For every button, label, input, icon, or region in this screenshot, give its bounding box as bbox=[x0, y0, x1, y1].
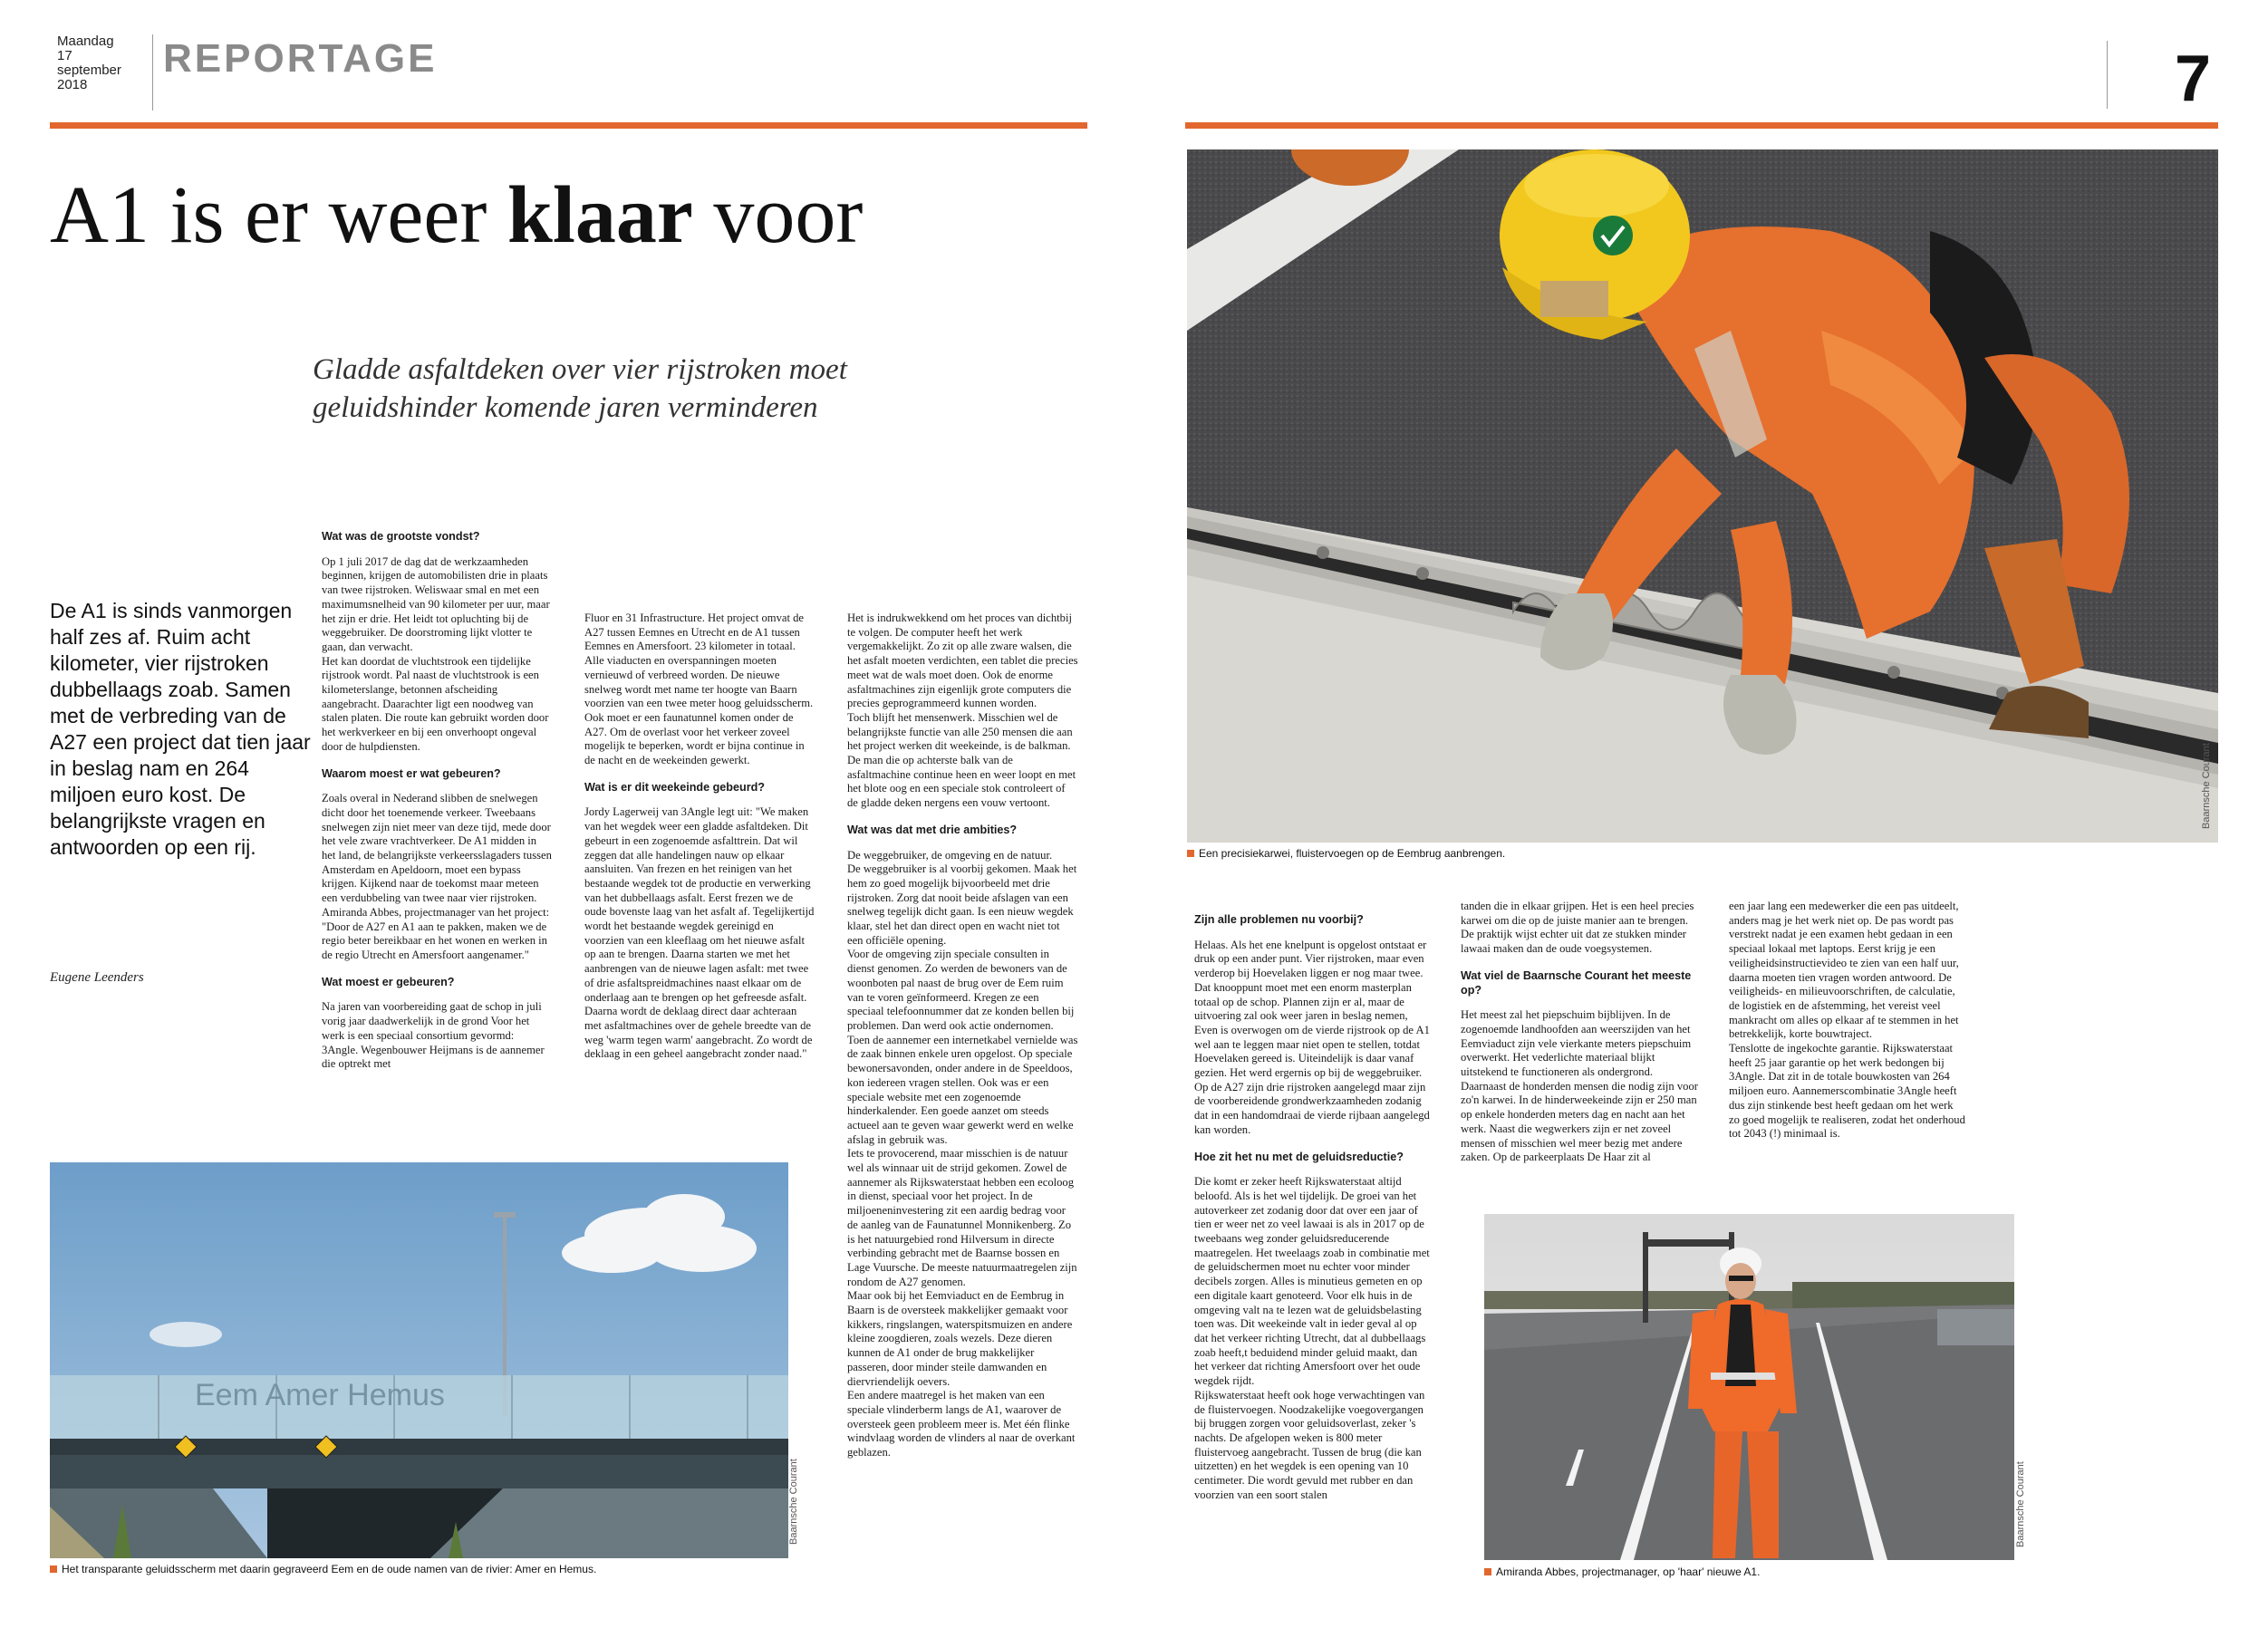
paragraph: Rijkswaterstaat heeft ook hoge verwachtingen van de fluistervoegen. Noodzakelijke voegovergangen bij bruggen zorgen voor geluidsoverlast, zeker 's nachts. De afgelopen weken is 800 meter fluistervoeg aangebracht. Tussen de brug (die kan uitzetten) en het wegdek is een opening van 10 centimeter. Die wordt gevuld met rubber en dan voorzien van een soort stalen bbox=[1194, 1388, 1425, 1501]
paragraph: Voor de omgeving zijn speciale consulten in dienst genomen. Zo werden de bewoners van de woonboten pal naast de brug over de Eem ruim van te voren geïnformeerd. Kregen ze een speciaal telefoonnummer dat ze konden bellen bij problemen. Dan werd ook actie ondernomen. Toen de aannemer een internetkabel vernielde was de zaak binnen enkele uren opgelost. Op speciale bewonersavonden, onder andere in de Speeldoos, kon iedereen vragen stellen. Ook was er een speciale website met een zogenoemde hinderkalender. Een goede aanzet om steeds actueel aan te geven waar gewerkt werd en welke afslag in gebruik was. bbox=[847, 948, 1078, 1146]
byline: Eugene Leenders bbox=[50, 970, 144, 985]
orange-rule-right bbox=[1185, 122, 2218, 129]
paragraph: De weggebruiker, de omgeving en de natuur. bbox=[847, 848, 1053, 862]
question-heading: Wat moest er gebeuren? bbox=[322, 975, 455, 988]
photo-credit-screen: Baarnsche Courant bbox=[788, 1459, 799, 1545]
section-title: REPORTAGE bbox=[163, 36, 438, 81]
question-heading: Wat is er dit weekeinde gebeurd? bbox=[584, 780, 765, 794]
text-column-1 bbox=[322, 530, 553, 1155]
text-column-5 bbox=[1461, 900, 1698, 1199]
photo-credit-manager: Baarnsche Courant bbox=[2015, 1461, 2026, 1547]
noise-screen-illustration bbox=[50, 1162, 788, 1558]
photo-projectmanager bbox=[1484, 1214, 2014, 1560]
issue-date: Maandag 17 september 2018 bbox=[57, 34, 121, 92]
paragraph: Tenslotte de ingekochte garantie. Rijkswaterstaat heeft 25 jaar garantie op het werk bedongen bij 3Angle. Dat zit in de totale bouwkosten van 264 miljoen euro. Aannemerscombinatie 3Angle heeft dus zijn stinkende best heeft gedaan om het werk zo goed mogelijk te realiseren, zodat het onderhoud tot 2043 (!) minimaal is. bbox=[1729, 1042, 1965, 1141]
paragraph: De weggebruiker is al voorbij gekomen. Maak het hem zo goed mogelijk bijvoorbeeld met drie rijstroken. Zorg dat nooit beide afslagen van een snelweg tegelijk dicht gaan. Is een nieuw wegdek klaar, stel het dan direct open en wacht niet tot een officiële opening. bbox=[847, 862, 1077, 947]
paragraph: Het is indrukwekkend om het proces van dichtbij te volgen. De computer heeft het werk vergemakkelijkt. Zo zit op alle zware walsen, die het asfalt moeten verdichten, een tablet die precies meet wat de wals moet doen. Ook de enorme asfaltmachines zijn eigenlijk grote computers die precies geprogrammeerd kunnen worden. bbox=[847, 612, 1078, 710]
masthead-divider bbox=[152, 34, 153, 111]
caption-bullet-icon bbox=[1187, 850, 1194, 857]
paragraph: Maar ook bij het Eemviaduct en de Eembrug in Baarn is de oversteek makkelijker gemaakt voor kikkers, ringslangen, waterspitsmuizen en andere kleine zoogdieren, zoals wezels. Deze dieren kunnen de A1 onder de brug makkelijker passeren, door minder steile damwanden en diervriendelijk oevers. bbox=[847, 1289, 1073, 1388]
photo-caption-screen: Het transparante geluidsscherm met daarin gegraveerd Eem en de oude namen van de rivier: Amer en Hemus. bbox=[50, 1563, 596, 1575]
question-heading: Wat viel de Baarnsche Courant het meeste op? bbox=[1461, 968, 1692, 997]
caption-bullet-icon bbox=[1484, 1568, 1491, 1575]
paragraph: Iets te provocerend, maar misschien is de natuur wel als winnaar uit de strijd gekomen. Zowel de aannemer als Rijkswaterstaat hebben een ecoloog in dienst, speciaal voor het project. In de miljoeneninvestering zit een aardig bedrag voor de aanleg van de Faunatunnel Monnikenberg. Zo is het natuurgebied rond Hilversum in directe verbinding gebracht met de Baarnse bossen en Lage Vuursche. De meeste natuurmaatregelen zijn rondom de A27 genomen. bbox=[847, 1147, 1077, 1288]
photo-caption-main: Een precisiekarwei, fluistervoegen op de Eembrug aanbrengen. bbox=[1187, 847, 1505, 860]
paragraph: Het kan doordat de vluchtstrook een tijdelijke rijstrook wordt. Pal naast de vluchtstrook is een kilometerslange, betonnen afscheiding aangebracht. Daarachter ligt een noodweg van stalen platen. Die route kan gebruikt worden door het werkverkeer en bij een onverhoopt ongeval door de hulpdiensten. bbox=[322, 654, 549, 753]
project-manager-illustration bbox=[1484, 1214, 2014, 1560]
paragraph: Die komt er zeker heeft Rijkswaterstaat altijd beloofd. Als is het wel tijdelijk. De groei van het autoverkeer zet zodanig door dat over een jaar of tien er weer net zo veel lawaai is als in 2017 op de tweebaans weg zonder geluidsreducerende maatregelen. Het tweelaags zoab in combinatie met de geluidschermen moet nu echter voor minder decibels zorgen. Alles is minutieus gemeten en op een digitale kaart genoteerd. Voor elk huis in de omgeving valt na te lezen wat de geluidsbelasting toen was. Dit weekeinde valt in ieder geval al op dat het verkeer richting Utrecht, dat al dubbellaags zoab heeft,t beduidend minder geluid maakt, dan het verkeer dat richting Amersfoort over het oude wegdek rijdt. bbox=[1194, 1175, 1430, 1388]
text-column-4 bbox=[1194, 913, 1430, 1588]
question-heading: Wat was de grootste vondst? bbox=[322, 530, 480, 543]
paragraph: Het meest zal het piepschuim bijblijven. In de zogenoemde landhoofden aan weerszijden van het Eemviaduct zijn vele vierkante meters piepschuim overwerkt. Het vederlichte materiaal blijkt uitstekend te functioneren als ondergrond. Daarnaast de honderden mensen die nodig zijn voor zo'n karwei. In de hinderweekeinde zijn er 250 man op enkele honderden meters dag en nacht aan het werk. Naast die wegwerkers zijn er net zoveel mensen of misschien wel meer bezig met andere zaken. Op de parkeerplaats De Haar zit al bbox=[1461, 1008, 1698, 1164]
text-column-3 bbox=[847, 612, 1078, 1585]
intro-paragraph: De A1 is sinds vanmorgen half zes af. Ruim acht kilometer, vier rijstroken dubbellaags zoab. Samen met de verbreding van de A27 een project dat tien jaar in beslag nam en 264 miljoen euro kost. De belangrijkste vragen en antwoorden op een rij. bbox=[50, 599, 311, 859]
orange-rule-left bbox=[50, 122, 1087, 129]
question-heading: Waarom moest er wat gebeuren? bbox=[322, 766, 501, 780]
photo-credit-main: Baarnsche Courant bbox=[2201, 743, 2212, 829]
page-number: 7 bbox=[2175, 43, 2212, 115]
photo-caption-manager: Amiranda Abbes, projectmanager, op 'haar' nieuwe A1. bbox=[1484, 1565, 1760, 1578]
paragraph: tanden die in elkaar grijpen. Het is een heel precies karwei om die op de juiste manier aan te brengen. De praktijk wijst echter uit dat ze stukken minder lawaai maken dan de oude voegsystemen. bbox=[1461, 900, 1694, 956]
paragraph: Zoals overal in Nederand slibben de snelwegen dicht door het toenemende verkeer. Tweebaans snelwegen zijn niet meer van deze tijd, mede door het vele zware vrachtverkeer. De A1 midden in het land, de belangrijkste verkeersslagaders tussen Amsterdam en Apeldoorn, moet een bypass krijgen. Kijkend naar de toekomst maar meteen een verdubbeling van twee naar vier rijstroken. Amiranda Abbes, projectmanager van het project: "Door de A27 en A1 aan te pakken, maken we de regio beter bereikbaar en het wonen en werken in de regio Utrecht en Amersfoort aangenamer." bbox=[322, 792, 552, 961]
paragraph: Toch blijft het mensenwerk. Misschien wel de belangrijkste functie van alle 250 mensen die aan het project werken dit weekeinde, is de balkman. De man die op achterste balk van de asfaltmachine continue heen en weer loopt en met het blote oog en een speciale stok controleert of de gladde deken nergens een vouw vertoont. bbox=[847, 710, 1076, 810]
paragraph: Op 1 juli 2017 de dag dat de werkzaamheden beginnen, krijgen de automobilisten drie in plaats van twee rijstroken. Weliswaar smal en met een maximumsnelheid van 90 kilometer per uur, maar het zijn er drie. Het leidt tot opluchting bij de weggebruiker. De doorstroming lijkt vlotter te gaan, dan verwacht. bbox=[322, 554, 550, 653]
paragraph: Een andere maatregel is het maken van een speciale vlinderberm langs de A1, waarover de oversteek geen probleem meer is. Met één flinke windvlaag worden de vlinders al naar de overkant geblazen. bbox=[847, 1389, 1076, 1459]
photo-geluidsscherm bbox=[50, 1162, 788, 1558]
text-column-6 bbox=[1729, 900, 1966, 1199]
paragraph: Helaas. Als het ene knelpunt is opgelost ontstaat er druk op een ander punt. Vier rijstroken, maar even verderop bij Hoevelaken liggen er nog maar twee. Dat knooppunt moet met een enorm masterplan totaal op de schop. Plannen zijn er al, maar de uitvoering zal ook weer jaren in beslag nemen, bbox=[1194, 938, 1427, 1023]
paragraph: Fluor en 31 Infrastructure. Het project omvat de A27 tussen Eemnes en Utrecht en de A1 tussen Eemnes en Amersfoort. 23 kilometer in totaal. Alle viaducten en overspanningen moeten vernieuwd of verbreed worden. De nieuwe snelweg wordt met name ter hoogte van Baarn voorzien van een twee meter hoog geluidsscherm. Ook moet er een faunatunnel komen onder de A27. Om de overlast voor het verkeer zoveel mogelijk te beperken, wordt er bijna continue in de nacht en de weekeinden gewerkt. bbox=[584, 612, 814, 767]
question-heading: Wat was dat met drie ambities? bbox=[847, 823, 1018, 836]
screen-engraving-text: Eem Amer Hemus bbox=[195, 1378, 445, 1412]
paragraph: Even is overwogen om de vierde rijstrook op de A1 wel aan te leggen maar niet open te stellen, totdat Hoevelaken gereed is. Uiteindelijk is daar vanaf gezien. Het werd ergernis op bij de weggebruiker. Op de A27 zijn drie rijstroken aangelegd maar zijn de voorbereidende grondwerkzaamheden zodanig dat in een handomdraai de vierde rijbaan aangelegd kan worden. bbox=[1194, 1023, 1430, 1136]
paragraph: een jaar lang een medewerker die een pas uitdeelt, anders mag je het werk niet op. De pas wordt pas verstrekt nadat je een examen hebt gedaan in een speciaal lokaal met laptops. Eerst krijg je een veiligheidsinstructievideo te zien van een half uur, daarna moeten tien vragen worden antwoord. De veiligheids- en milieuvoorschriften, de calculatie, de logistiek en de afstemming, het vereist veel mankracht om alles op elkaar af te stemmen in het betrekkelijk, korte bouwtraject. bbox=[1729, 900, 1959, 1041]
subheadline: Gladde asfaltdeken over vier rijstroken moet geluidshinder komende jaren verminderen bbox=[313, 353, 847, 424]
question-heading: Zijn alle problemen nu voorbij? bbox=[1194, 913, 1364, 926]
worker-photo-illustration bbox=[1187, 149, 2218, 843]
paragraph: Na jaren van voorbereiding gaat de schop in juli vorig jaar daadwerkelijk in de grond Voor het werk is een speciaal consortium gevormd: 3Angle. Wegenbouwer Heijmans is de aannemer die optrekt met bbox=[322, 1000, 545, 1071]
text-column-2 bbox=[584, 612, 816, 1155]
page-number-divider bbox=[2107, 41, 2108, 109]
caption-bullet-icon bbox=[50, 1565, 57, 1573]
question-heading: Hoe zit het nu met de geluidsreductie? bbox=[1194, 1150, 1404, 1163]
headline: A1 is er weer klaar voor bbox=[50, 170, 864, 260]
paragraph: Jordy Lagerweij van 3Angle legt uit: "We maken van het wegdek weer een gladde asfaltdeken. Dit gebeurt in een zogenoemde asfalttrein. Dat wil zeggen dat alle handelingen nauw op elkaar aansluiten. Van frezen en het reinigen van het bestaande wegdek tot de productie en verwerking van het dubbellaags asfalt. Eerst frezen we de oude bovenste laag van het asfalt af. Tegelijkertijd wordt het bestaande wegdek gereinigd en voorzien van een kleeflaag om het nieuwe asfalt op aan te brengen. Daarna starten we met het aanbrengen van de nieuwe lagen asfalt: met twee of drie asfaltspreidmachines naast elkaar om de onderlaag aan te brengen op het gefreesde asfalt. Daarna wordt de deklaag direct daar achteraan met asfaltmachines over de gehele breedte van de weg 'warm tegen warm' aangebracht. Zo wordt de deklaag in een geheel aangebracht zonder naad." bbox=[584, 805, 815, 1061]
photo-fluistervoeg-worker bbox=[1187, 149, 2218, 843]
